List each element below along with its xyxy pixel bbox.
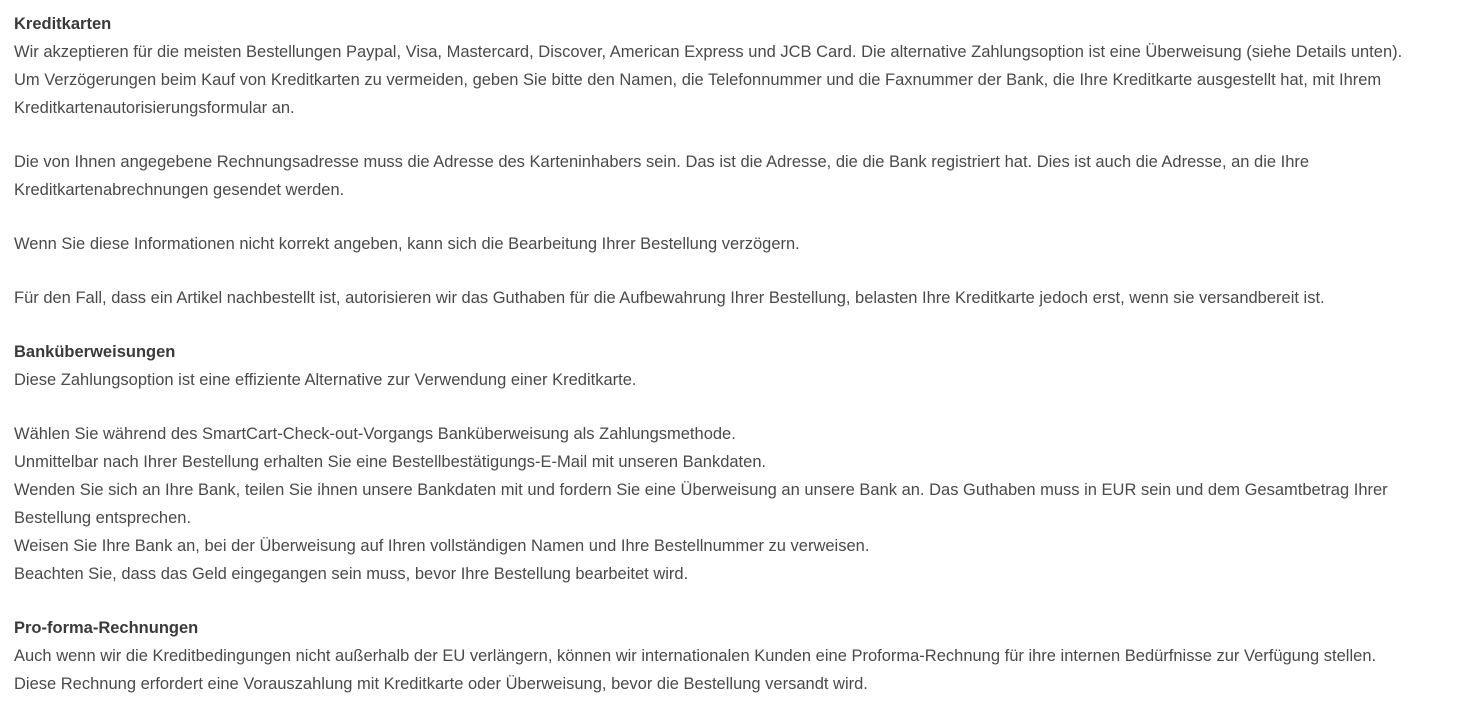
- credit-cards-text-line: Um Verzögerungen beim Kauf von Kreditkarten zu vermeiden, geben Sie bitte den Namen, die Telefonnummer und die Faxnummer der Bank, die Ihre Kreditkarte ausgestellt hat, mit Ihrem: [14, 71, 1382, 89]
- bank-transfer-step: Beachten Sie, dass das Geld eingegangen sein muss, bevor Ihre Bestellung bearbeitet wird.: [14, 565, 689, 583]
- bank-transfer-step: Bestellung entsprechen.: [14, 509, 192, 527]
- billing-address-text-line: Kreditkartenabrechnungen gesendet werden.: [14, 181, 345, 199]
- backorder-text: Für den Fall, dass ein Artikel nachbestellt ist, autorisieren wir das Guthaben für die Aufbewahrung Ihrer Bestellung, belasten Ihre Kreditkarte jedoch erst, wenn sie versandbereit ist.: [14, 289, 1325, 307]
- credit-cards-heading: Kreditkarten: [14, 15, 112, 33]
- delay-warning-text: Wenn Sie diese Informationen nicht korrekt angeben, kann sich die Bearbeitung Ihrer Bestellung verzögern.: [14, 235, 800, 253]
- bank-transfer-step: Wählen Sie während des SmartCart-Check-out-Vorgangs Banküberweisung als Zahlungsmethode.: [14, 425, 736, 443]
- bank-transfer-intro: Diese Zahlungsoption ist eine effiziente Alternative zur Verwendung einer Kreditkarte.: [14, 371, 637, 389]
- proforma-text-line: Diese Rechnung erfordert eine Vorauszahlung mit Kreditkarte oder Überweisung, bevor die Bestellung versandt wird.: [14, 675, 868, 693]
- paragraph-gap: [14, 312, 1454, 338]
- paragraph-gap: [14, 588, 1454, 614]
- proforma-text-line: Auch wenn wir die Kreditbedingungen nicht außerhalb der EU verlängern, können wir internationalen Kunden eine Proforma-Rechnung für ihre internen Bedürfnisse zur Verfügung stellen.: [14, 647, 1377, 665]
- paragraph-gap: [14, 394, 1454, 420]
- bank-transfer-step: Weisen Sie Ihre Bank an, bei der Überweisung auf Ihren vollständigen Namen und Ihre Bestellnummer zu verweisen.: [14, 537, 870, 555]
- credit-cards-text-line: Kreditkartenautorisierungsformular an.: [14, 99, 295, 117]
- paragraph-gap: [14, 204, 1454, 230]
- credit-cards-text-line: Wir akzeptieren für die meisten Bestellungen Paypal, Visa, Mastercard, Discover, American Express und JCB Card. Die alternative Zahlungsoption ist eine Überweisung (siehe Details unten).: [14, 43, 1403, 61]
- proforma-heading: Pro-forma-Rechnungen: [14, 619, 199, 637]
- billing-address-text-line: Die von Ihnen angegebene Rechnungsadresse muss die Adresse des Karteninhabers sein. Das ist die Adresse, die die Bank registriert hat. Dies ist auch die Adresse, an die Ihre: [14, 153, 1310, 171]
- bank-transfer-step: Wenden Sie sich an Ihre Bank, teilen Sie ihnen unsere Bankdaten mit und fordern Sie eine Überweisung an unsere Bank an. Das Guthaben muss in EUR sein und dem Gesamtbetrag Ihrer: [14, 481, 1388, 499]
- bank-transfer-step: Unmittelbar nach Ihrer Bestellung erhalten Sie eine Bestellbestätigungs-E-Mail mit unseren Bankdaten.: [14, 453, 767, 471]
- bank-transfer-heading: Banküberweisungen: [14, 343, 176, 361]
- paragraph-gap: [14, 122, 1454, 148]
- paragraph-gap: [14, 258, 1454, 284]
